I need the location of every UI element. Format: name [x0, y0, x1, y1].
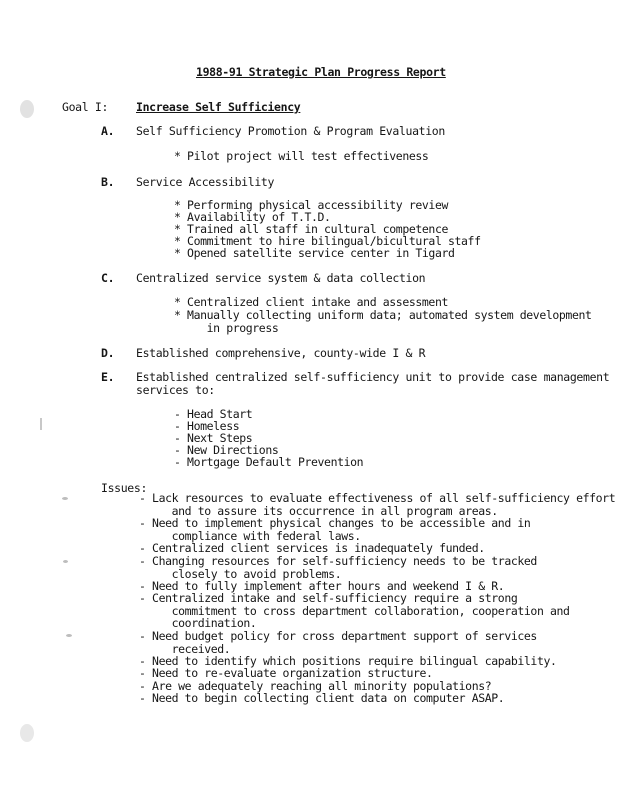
section-d-title: Established comprehensive, county-wide I & R [136, 346, 426, 360]
section-a-title: Self Sufficiency Promotion & Program Evaluation [136, 124, 445, 138]
section-c-letter: C. [101, 271, 115, 285]
scan-speck [62, 497, 68, 500]
issue-item: - Need to fully implement after hours and weekend I & R. [139, 579, 505, 593]
goal-label: Goal I: [62, 100, 109, 114]
issue-item: - Are we adequately reaching all minority populations? [139, 679, 492, 693]
scan-speck [63, 560, 68, 563]
section-e-item: - Homeless [174, 419, 240, 433]
issue-item: - Centralized client services is inadequately funded. [139, 541, 485, 555]
section-b-bullet: * Commitment to hire bilingual/bicultural staff [174, 234, 481, 248]
section-b-title: Service Accessibility [136, 175, 275, 189]
section-e-title: Established centralized self-sufficiency unit to provide case management services to: [136, 370, 610, 397]
section-e-letter: E. [101, 370, 115, 384]
goal-title: Increase Self Sufficiency [136, 100, 301, 114]
issue-item: - Centralized intake and self-sufficiency require a strong commitment to cross department collaboration, cooperation and coordination. [139, 591, 570, 630]
issues-heading: Issues: [101, 481, 148, 495]
section-d-letter: D. [101, 346, 115, 360]
section-b-bullet: * Opened satellite service center in Tigard [174, 246, 455, 260]
section-c-title: Centralized service system & data collection [136, 271, 426, 285]
section-a-letter: A. [101, 124, 115, 138]
section-b-bullet: * Availability of T.T.D. [174, 210, 331, 224]
issue-item: - Need to implement physical changes to be accessible and in compliance with federal laws. [139, 516, 531, 543]
scan-speck [40, 418, 42, 430]
section-c-bullet: * Centralized client intake and assessment [174, 295, 448, 309]
issue-item: - Need to identify which positions require bilingual capability. [139, 654, 557, 668]
punch-hole-shadow [20, 100, 34, 118]
section-e-item: - New Directions [174, 443, 279, 457]
report-title: 1988-91 Strategic Plan Progress Report [196, 65, 446, 79]
issue-item: - Need budget policy for cross department support of services received. [139, 629, 537, 656]
issue-item: - Need to begin collecting client data on computer ASAP. [139, 691, 505, 705]
section-e-item: - Next Steps [174, 431, 253, 445]
section-b-bullet: * Trained all staff in cultural competence [174, 222, 448, 236]
section-a-bullet: * Pilot project will test effectiveness [174, 149, 429, 163]
issue-item: - Need to re-evaluate organization structure. [139, 666, 433, 680]
scan-speck [66, 634, 72, 637]
issue-item: - Changing resources for self-sufficiency needs to be tracked closely to avoid problems. [139, 554, 537, 581]
section-b-bullet: * Performing physical accessibility review [174, 198, 448, 212]
section-c-bullet: * Manually collecting uniform data; automated system development in progress [174, 308, 592, 335]
issue-item: - Lack resources to evaluate effectiveness of all self-sufficiency effort and to assure its occurrence in all program areas. [139, 491, 616, 518]
section-b-letter: B. [101, 175, 115, 189]
section-e-item: - Mortgage Default Prevention [174, 455, 364, 469]
punch-hole-shadow [20, 724, 34, 742]
section-e-item: - Head Start [174, 407, 253, 421]
